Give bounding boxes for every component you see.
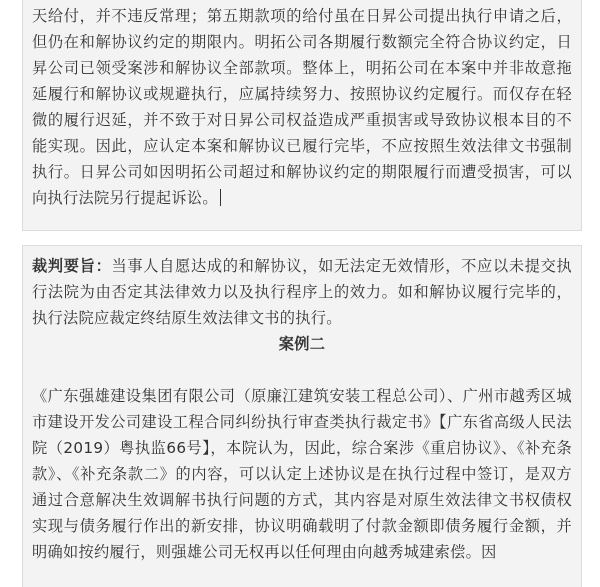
key-point-text: 当事人自愿达成的和解协议，如无法定无效情形，不应以未提交执行法院为由否定其法律效力以及执行程序上的效力。如和解协议履行完毕的，执行法院应裁定终结原生效法律文书的执行。 [32, 257, 573, 327]
paragraph-spacer [32, 357, 572, 383]
court-reasoning-text: 天给付，并不违反常理；第五期款项的给付虽在日昇公司提出执行申请之后，但仍在和解协议约定的期限内。明拓公司各期履行数额完全符合协议约定，日昇公司已领受案涉和解协议全部款项。整体上，明拓公司在本案中并非故意拖延履行和解协议或规避执行，应属持续努力、按照协议约定履行。而仅存在轻微的履行迟延，并不致于对日昇公司权益造成严重损害或导致协议根本目的不能实现。因此，应认定本案和解协议已履行完毕，不应按照生效法律文书强制执行。日昇公司如因明拓公司超过和解协议约定的期限履行而遭受损害，可以向执行法院另行提起诉讼。 [32, 7, 572, 207]
text-cursor [220, 189, 221, 206]
quote-box-court-reasoning [22, 0, 582, 231]
key-point-label: 裁判要旨： [32, 257, 112, 275]
key-point-paragraph [32, 253, 572, 331]
case-title: 案例二 [278, 335, 326, 353]
quote-box-case-two [22, 245, 582, 587]
court-reasoning-paragraph [32, 3, 572, 211]
case-paragraph: 《广东强雄建设集团有限公司（原廉江建筑安装工程总公司）、广州市越秀区城市建设开发公司建设工程合同纠纷执行审查类执行裁定书》【广东省高级人民法院（2019）粤执监66号】，本院认为，因此，综合案涉《重启协议》、《补充条款》、《补充条款二》的内容，可以认定上述协议是在执行过程中签订，是双方通过合意解决生效调解书执行问题的方式，其内容是对原生效法律文书权债权实现与债务履行作出的新安排，协议明确载明了付款金额即债务履行金额，并明确如按约履行，则强雄公司无权再以任何理由向越秀城建索偿。因 [32, 387, 572, 561]
